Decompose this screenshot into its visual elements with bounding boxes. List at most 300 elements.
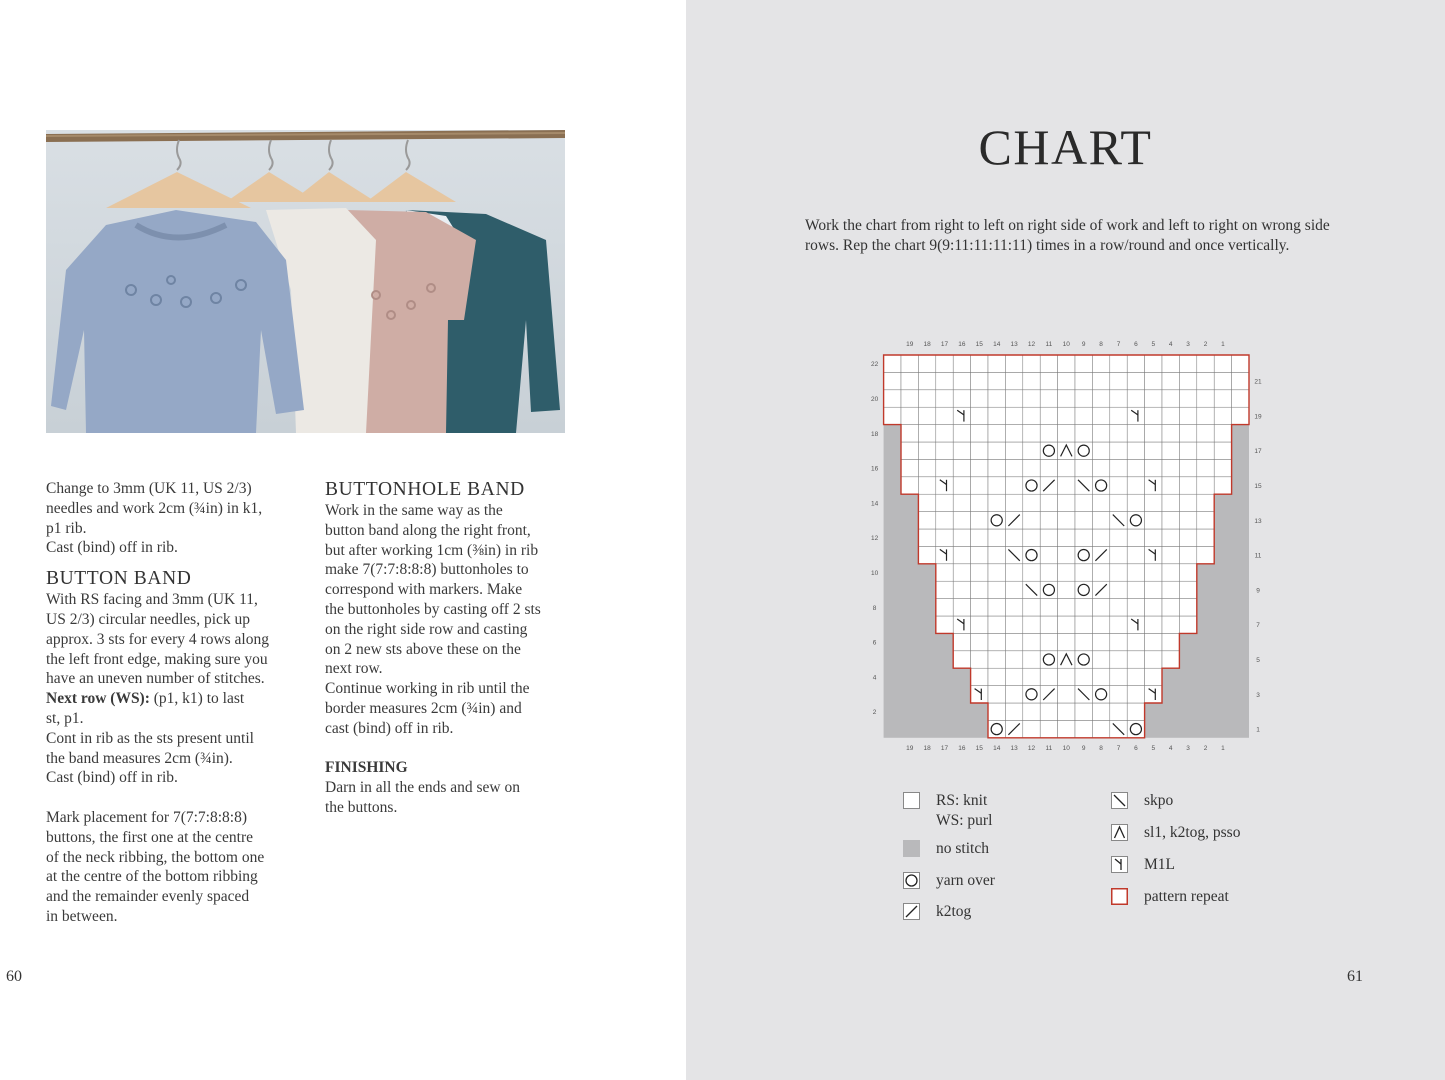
chart-cell	[1232, 407, 1249, 424]
chart-cell	[1145, 564, 1162, 581]
chart-cell	[1127, 494, 1144, 511]
chart-cell	[1058, 477, 1075, 494]
chart-cell	[1092, 512, 1109, 529]
chart-cell	[971, 686, 988, 703]
chart-cell	[884, 372, 901, 389]
chart-cell	[1058, 720, 1075, 737]
chart-cell	[1232, 355, 1249, 372]
double-decrease-icon	[1111, 824, 1128, 841]
chart-cell	[1162, 616, 1179, 633]
chart-cell	[988, 407, 1005, 424]
chart-cell	[1145, 372, 1162, 389]
chart-cell	[901, 372, 918, 389]
chart-cell	[1127, 564, 1144, 581]
row-label-left: 18	[870, 430, 879, 438]
button-band-instructions: With RS facing and 3mm (UK 11, US 2/3) circular needles, pick up approx. 3 sts for every 4 rows along the left front edge, making sure you have an uneven number of stitches. Next row (WS): (p1, k1) to last st, p1. Cont in rib as the sts present until the band measures 2cm (¾in). Cast (bind) off in rib.	[46, 591, 269, 787]
chart-cell	[1127, 703, 1144, 720]
chart-cell	[1005, 703, 1022, 720]
chart-cell	[1023, 529, 1040, 546]
chart-cell	[901, 355, 918, 372]
row-label-right: 9	[1256, 587, 1260, 595]
chart-cell	[1145, 512, 1162, 529]
chart-cell	[1162, 477, 1179, 494]
chart-intro: Work the chart from right to left on right side of work and left to right on wrong side rows. Rep the chart 9(9:11:11:11:11) times in a row/round and once vertically.	[805, 217, 1330, 254]
chart-cell	[1040, 633, 1057, 650]
chart-cell	[1023, 512, 1040, 529]
row-label-right: 17	[1254, 448, 1262, 456]
yarn-over-icon	[903, 872, 920, 889]
chart-cell	[1075, 425, 1092, 442]
row-label-right: 19	[1254, 413, 1262, 421]
chart-cell	[988, 494, 1005, 511]
left-page	[0, 0, 686, 1080]
button-placement-instructions: Mark placement for 7(7:7:8:8:8) buttons, the first one at the centre of the neck ribbing, the bottom one at the centre of the bottom ribbing and the remainder evenly spaced in between.	[46, 808, 265, 925]
chart-cell	[1005, 494, 1022, 511]
chart-cell	[1162, 512, 1179, 529]
skpo-icon	[1111, 792, 1128, 809]
chart-cell	[1162, 407, 1179, 424]
column-label-top: 7	[1116, 341, 1121, 348]
chart-cell	[988, 581, 1005, 598]
chart-cell	[1145, 529, 1162, 546]
chart-cell	[1023, 651, 1040, 668]
chart-cell	[1058, 529, 1075, 546]
column-label-top: 19	[906, 341, 914, 348]
chart-cell	[1127, 407, 1144, 424]
column-label-top: 1	[1221, 341, 1225, 348]
column-label-top: 15	[975, 341, 983, 348]
chart-cell	[1040, 599, 1057, 616]
chart-cell	[988, 703, 1005, 720]
chart-cell	[971, 494, 988, 511]
chart-cell	[971, 425, 988, 442]
column-label-bottom: 17	[940, 744, 949, 752]
chart-cell	[988, 459, 1005, 476]
chart-cell	[1145, 581, 1162, 598]
chart-cell	[1110, 564, 1127, 581]
column-label-top: 10	[1062, 341, 1070, 348]
chart-cell	[1179, 477, 1196, 494]
chart-cell	[971, 546, 988, 563]
chart-cell	[936, 442, 953, 459]
chart-cell	[936, 425, 953, 442]
chart-cell	[953, 494, 970, 511]
chart-cell	[1005, 599, 1022, 616]
chart-cell	[1197, 494, 1214, 511]
chart-cell	[1092, 529, 1109, 546]
row-label-left: 8	[872, 604, 877, 612]
chart-cell	[988, 355, 1005, 372]
chart-cell	[1040, 564, 1057, 581]
chart-cell	[1005, 477, 1022, 494]
chart-svg	[870, 332, 1260, 762]
chart-cell	[1179, 564, 1196, 581]
chart-cell	[1092, 616, 1109, 633]
chart-cell	[1075, 407, 1092, 424]
chart-cell	[1023, 442, 1040, 459]
chart-cell	[1179, 512, 1196, 529]
page-number-right: 61	[1347, 968, 1363, 985]
column-label-bottom: 7	[1116, 744, 1121, 752]
column-label-bottom: 12	[1027, 744, 1036, 752]
chart-cell	[918, 529, 935, 546]
chart-cell	[1075, 599, 1092, 616]
column-2	[325, 479, 565, 818]
chart-cell	[988, 564, 1005, 581]
chart-cell	[971, 564, 988, 581]
chart-cell	[1197, 442, 1214, 459]
chart-cell	[988, 616, 1005, 633]
chart-cell	[1214, 390, 1231, 407]
chart-cell	[901, 442, 918, 459]
chart-cell	[1110, 581, 1127, 598]
chart-cell	[1127, 355, 1144, 372]
chart-cell	[1110, 668, 1127, 685]
chart-cell	[1145, 651, 1162, 668]
chart-cell	[1040, 546, 1057, 563]
chart-cell	[918, 372, 935, 389]
chart-cell	[953, 355, 970, 372]
chart-cell	[1092, 668, 1109, 685]
finishing-heading: FINISHING	[325, 759, 408, 777]
chart-cell	[1023, 668, 1040, 685]
legend-knit: RS: knit WS: purl	[903, 791, 992, 831]
chart-cell	[1145, 459, 1162, 476]
chart-cell	[988, 390, 1005, 407]
chart-cell	[1092, 651, 1109, 668]
chart-cell	[1058, 703, 1075, 720]
chart-cell	[1040, 372, 1057, 389]
chart-cell	[1232, 390, 1249, 407]
chart-cell	[988, 442, 1005, 459]
chart-cell	[1040, 529, 1057, 546]
column-label-bottom: 11	[1045, 744, 1053, 752]
chart-cell	[971, 651, 988, 668]
chart-cell	[971, 668, 988, 685]
chart-cell	[1127, 599, 1144, 616]
chart-cell	[1005, 633, 1022, 650]
chart-cell	[1127, 459, 1144, 476]
chart-cell	[936, 564, 953, 581]
page-number-left: 60	[6, 968, 22, 985]
chart-cell	[1110, 425, 1127, 442]
chart-cell	[1075, 494, 1092, 511]
chart-cell	[1092, 442, 1109, 459]
finishing-instructions: Darn in all the ends and sew on the buttons.	[325, 779, 520, 816]
chart-cell	[1075, 703, 1092, 720]
chart-cell	[1127, 477, 1144, 494]
chart-cell	[1075, 564, 1092, 581]
chart-cell	[1005, 564, 1022, 581]
chart-cell	[936, 494, 953, 511]
no-stitch-swatch-icon	[903, 840, 920, 857]
chart-cell	[953, 442, 970, 459]
chart-cell	[1092, 494, 1109, 511]
chart-cell	[936, 372, 953, 389]
chart-cell	[1092, 720, 1109, 737]
chart-cell	[1075, 390, 1092, 407]
chart-cell	[1145, 546, 1162, 563]
next-row-label: Next row (WS):	[46, 690, 150, 708]
chart-cell	[953, 529, 970, 546]
chart-cell	[1127, 651, 1144, 668]
chart-cell	[1075, 668, 1092, 685]
sweaters-image	[46, 130, 565, 433]
column-label-bottom: 13	[1010, 744, 1018, 752]
chart-cell	[1023, 494, 1040, 511]
row-label-right: 7	[1256, 622, 1260, 630]
chart-cell	[1162, 390, 1179, 407]
chart-cell	[953, 599, 970, 616]
chart-cell	[1145, 425, 1162, 442]
chart-cell	[1179, 546, 1196, 563]
chart-cell	[1058, 599, 1075, 616]
chart-cell	[1023, 372, 1040, 389]
chart-cell	[1145, 407, 1162, 424]
chart-cell	[971, 599, 988, 616]
chart-cell	[1197, 355, 1214, 372]
row-label-right: 1	[1256, 726, 1260, 734]
row-label-right: 11	[1254, 552, 1262, 560]
chart-cell	[953, 564, 970, 581]
chart-cell	[1023, 599, 1040, 616]
chart-cell	[1040, 494, 1057, 511]
chart-cell	[953, 407, 970, 424]
chart-cell	[918, 425, 935, 442]
chart-cell	[1179, 581, 1196, 598]
chart-cell	[1127, 390, 1144, 407]
chart-cell	[971, 477, 988, 494]
chart-cell	[953, 390, 970, 407]
chart-cell	[1179, 494, 1196, 511]
chart-cell	[1005, 407, 1022, 424]
chart-cell	[901, 459, 918, 476]
chart-cell	[1058, 407, 1075, 424]
chart-cell	[918, 355, 935, 372]
cuff-instructions: Change to 3mm (UK 11, US 2/3) needles and work 2cm (¾in) in k1, p1 rib. Cast (bind) off in rib.	[46, 480, 263, 557]
chart-cell	[1110, 651, 1127, 668]
column-label-top: 3	[1186, 341, 1190, 348]
column-label-bottom: 16	[958, 744, 966, 752]
chart-cell	[1110, 616, 1127, 633]
chart-cell	[1058, 668, 1075, 685]
row-label-right: 15	[1254, 483, 1262, 490]
chart-cell	[1162, 633, 1179, 650]
column-label-bottom: 8	[1099, 744, 1103, 752]
chart-cell	[1197, 512, 1214, 529]
chart-cell	[1127, 581, 1144, 598]
chart-cell	[1092, 407, 1109, 424]
chart-cell	[1214, 425, 1231, 442]
chart-cell	[1214, 477, 1231, 494]
chart-cell	[1005, 355, 1022, 372]
column-label-bottom: 5	[1151, 744, 1156, 752]
column-label-top: 5	[1151, 341, 1156, 348]
column-label-bottom: 2	[1203, 744, 1208, 752]
chart-cell	[1075, 720, 1092, 737]
chart-cell	[953, 651, 970, 668]
chart-cell	[1040, 355, 1057, 372]
chart-cell	[1005, 442, 1022, 459]
chart-cell	[971, 512, 988, 529]
row-label-left: 10	[870, 570, 879, 577]
chart-cell	[936, 529, 953, 546]
chart-cell	[1092, 372, 1109, 389]
chart-cell	[1058, 390, 1075, 407]
column-label-top: 6	[1134, 341, 1138, 348]
column-label-top: 12	[1027, 341, 1036, 348]
chart-cell	[1023, 616, 1040, 633]
chart-cell	[918, 477, 935, 494]
buttonhole-band-heading: BUTTONHOLE BAND	[325, 479, 525, 500]
chart-cell	[918, 546, 935, 563]
chart-cell	[1197, 390, 1214, 407]
row-label-left: 12	[870, 535, 879, 543]
row-label-right: 5	[1256, 657, 1260, 664]
chart-cell	[1075, 633, 1092, 650]
chart-cell	[1110, 686, 1127, 703]
chart-cell	[988, 477, 1005, 494]
chart-cell	[1162, 442, 1179, 459]
chart-cell	[1145, 494, 1162, 511]
legend-pattern-repeat: pattern repeat	[1111, 887, 1229, 907]
chart-cell	[901, 425, 918, 442]
chart-cell	[1005, 686, 1022, 703]
chart-cell	[1127, 546, 1144, 563]
chart-cell	[953, 425, 970, 442]
chart-cell	[884, 390, 901, 407]
chart-cell	[1040, 390, 1057, 407]
chart-cell	[1197, 372, 1214, 389]
chart-cell	[936, 407, 953, 424]
column-label-bottom: 9	[1081, 744, 1086, 752]
chart-cell	[1040, 407, 1057, 424]
chart-cell	[988, 651, 1005, 668]
chart-cell	[901, 390, 918, 407]
chart-cell	[1005, 372, 1022, 389]
chart-cell	[1162, 494, 1179, 511]
chart-cell	[1110, 703, 1127, 720]
chart-cell	[918, 459, 935, 476]
chart-cell	[1075, 529, 1092, 546]
column-label-bottom: 6	[1134, 744, 1138, 752]
chart-cell	[1023, 564, 1040, 581]
column-label-top: 13	[1010, 341, 1018, 348]
chart-cell	[1110, 390, 1127, 407]
chart-cell	[1162, 355, 1179, 372]
chart-cell	[1023, 355, 1040, 372]
chart-cell	[1023, 633, 1040, 650]
chart-cell	[971, 407, 988, 424]
row-label-right: 21	[1254, 378, 1262, 386]
chart-cell	[884, 407, 901, 424]
column-label-top: 18	[923, 341, 931, 348]
chart-cell	[1197, 425, 1214, 442]
chart-cell	[1162, 599, 1179, 616]
chart-cell	[1092, 355, 1109, 372]
row-label-right: 3	[1256, 691, 1260, 699]
chart-cell	[1127, 442, 1144, 459]
chart-cell	[1232, 372, 1249, 389]
chart-cell	[1040, 703, 1057, 720]
chart-cell	[884, 355, 901, 372]
chart-cell	[936, 546, 953, 563]
chart-cell	[1092, 390, 1109, 407]
column-label-bottom: 15	[975, 744, 983, 752]
chart-cell	[1145, 390, 1162, 407]
chart-cell	[1127, 686, 1144, 703]
chart-cell	[971, 529, 988, 546]
chart-cell	[1179, 599, 1196, 616]
chart-cell	[1023, 425, 1040, 442]
chart-cell	[918, 407, 935, 424]
chart-cell	[988, 599, 1005, 616]
legend-sl1-k2tog-psso: sl1, k2tog, psso	[1111, 823, 1240, 843]
chart-cell	[1040, 668, 1057, 685]
chart-cell	[1005, 651, 1022, 668]
chart-cell	[953, 372, 970, 389]
chart-cell	[1145, 686, 1162, 703]
chart-cell	[1197, 546, 1214, 563]
chart-cell	[1058, 512, 1075, 529]
row-label-left: 16	[870, 465, 879, 473]
chart-cell	[936, 459, 953, 476]
chart-cell	[1179, 407, 1196, 424]
chart-cell	[988, 425, 1005, 442]
row-label-right: 13	[1254, 517, 1262, 525]
chart-cell	[1162, 529, 1179, 546]
column-label-top: 16	[958, 341, 966, 348]
chart-cell	[953, 477, 970, 494]
chart-cell	[971, 633, 988, 650]
chart-cell	[936, 390, 953, 407]
chart-cell	[971, 372, 988, 389]
chart-cell	[1214, 355, 1231, 372]
column-label-bottom: 10	[1062, 744, 1070, 752]
chart-cell	[1145, 668, 1162, 685]
chart-cell	[1110, 442, 1127, 459]
chart-cell	[1179, 442, 1196, 459]
column-label-bottom: 18	[923, 744, 931, 752]
column-label-bottom: 1	[1221, 744, 1225, 752]
chart-cell	[936, 512, 953, 529]
chart-cell	[1005, 459, 1022, 476]
chart-cell	[1092, 599, 1109, 616]
row-label-left: 6	[872, 639, 877, 647]
chart-cell	[1110, 407, 1127, 424]
chart-cell	[988, 633, 1005, 650]
chart-cell	[1023, 459, 1040, 476]
row-label-left: 22	[870, 361, 879, 369]
column-label-bottom: 4	[1168, 744, 1173, 752]
chart-cell	[1092, 703, 1109, 720]
chart-cell	[936, 581, 953, 598]
chart-cell	[1058, 459, 1075, 476]
knit-swatch-icon	[903, 792, 920, 809]
button-band-heading: BUTTON BAND	[46, 568, 192, 590]
column-label-bottom: 14	[993, 744, 1001, 752]
chart-cell	[1023, 407, 1040, 424]
chart-cell	[988, 668, 1005, 685]
chart-cell	[1092, 633, 1109, 650]
chart-cell	[1145, 616, 1162, 633]
chart-cell	[953, 546, 970, 563]
chart-cell	[1058, 633, 1075, 650]
chart-cell	[1023, 720, 1040, 737]
column-label-top: 17	[940, 341, 949, 348]
chart-cell	[1179, 372, 1196, 389]
chart-cell	[1145, 442, 1162, 459]
